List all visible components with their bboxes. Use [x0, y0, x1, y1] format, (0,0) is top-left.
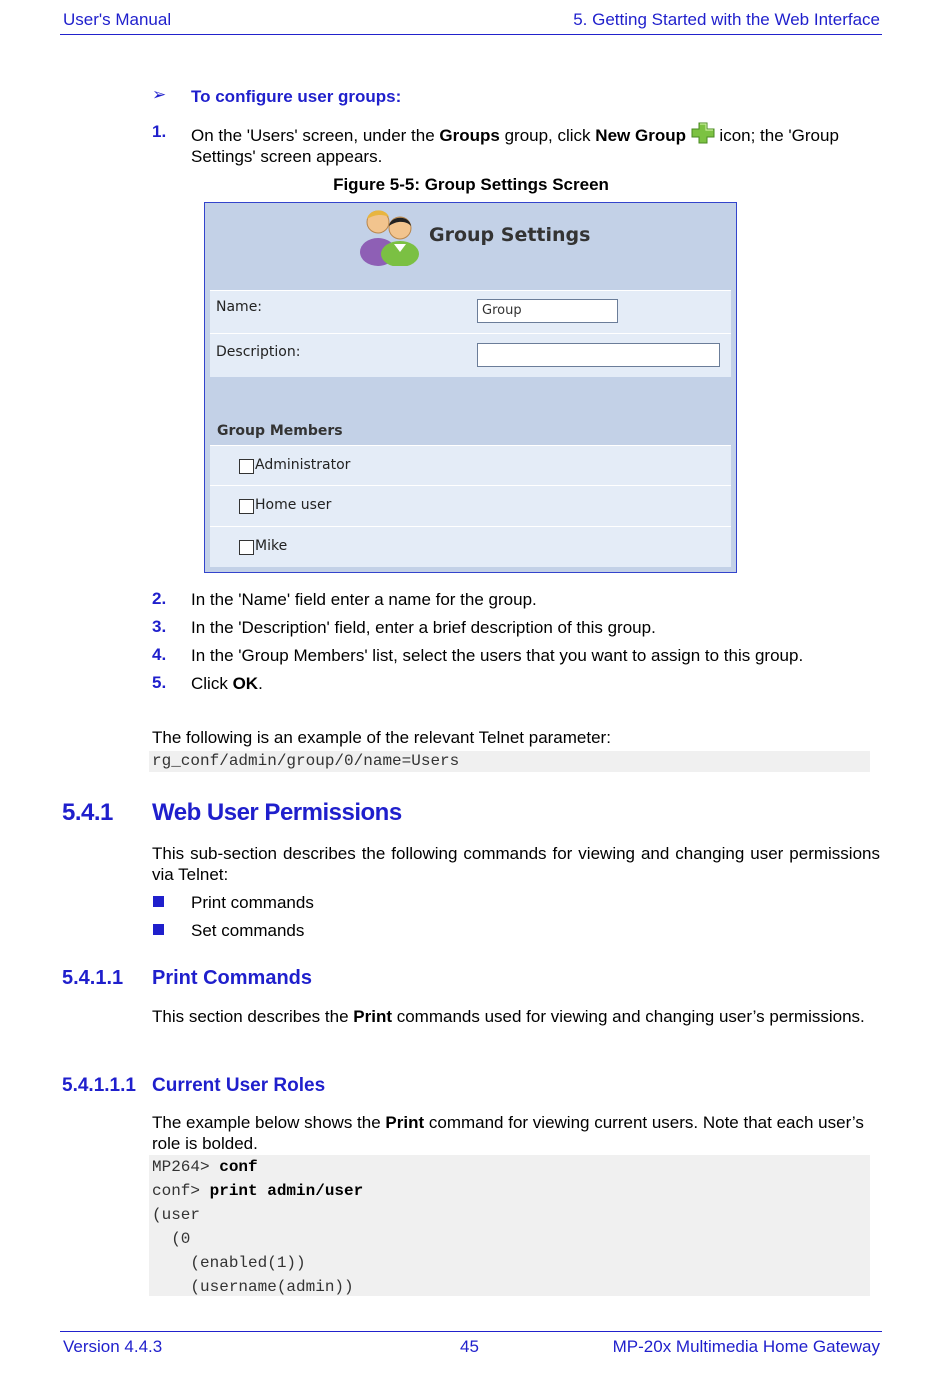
members-heading: Group Members — [217, 423, 343, 439]
step-5-ok: OK — [232, 674, 259, 693]
telnet-intro: The following is an example of the relevant Telnet parameter: — [152, 728, 611, 747]
bullet-item: Set commands — [191, 921, 305, 940]
step-1-mid: group, click — [499, 126, 596, 145]
step-1-text — [191, 122, 881, 167]
step-text: In the 'Description' field, enter a brief description of this group. — [191, 618, 656, 637]
subsubsection-text — [152, 1112, 880, 1154]
page-header — [60, 10, 882, 35]
step-1-groups: Groups — [439, 126, 500, 145]
code-line: (0 — [152, 1230, 191, 1248]
step-5-post: . — [258, 674, 263, 693]
member-checkbox[interactable] — [239, 540, 254, 555]
step-5-text — [191, 673, 263, 694]
subsection-text-post: commands used for viewing and changing user’s permissions. — [392, 1007, 865, 1026]
member-row[interactable] — [210, 485, 731, 526]
description-row — [210, 333, 731, 377]
name-input[interactable]: Group — [477, 299, 618, 323]
subsubsection-text-bold: Print — [385, 1113, 425, 1132]
code-line: (user — [152, 1206, 201, 1224]
telnet-parameter-code — [149, 751, 870, 772]
step-number: 4. — [152, 645, 167, 664]
header-right: 5. Getting Started with the Web Interface — [573, 10, 880, 29]
subsubsection-title: Current User Roles — [152, 1075, 326, 1096]
step-number: 3. — [152, 617, 167, 636]
header-left: User's Manual — [63, 10, 172, 29]
description-input[interactable] — [477, 343, 720, 367]
code-command: print admin/user — [209, 1182, 364, 1200]
telnet-code-example — [149, 1155, 870, 1296]
member-label: Mike — [255, 538, 288, 554]
name-row — [210, 290, 731, 333]
subsubsection-text-pre: The example below shows the — [152, 1113, 386, 1132]
subsection-text-pre: This section describes the — [152, 1007, 354, 1026]
step-5-pre: Click — [191, 674, 233, 693]
code-prompt: MP264> — [152, 1158, 220, 1176]
subsection-number: 5.4.1.1 — [62, 967, 124, 989]
name-label: Name: — [216, 299, 263, 315]
procedure-title: To configure user groups: — [191, 87, 402, 106]
subsection-title: Print Commands — [152, 967, 313, 989]
page-footer — [60, 1331, 882, 1362]
users-icon — [358, 204, 424, 266]
code-command: conf — [219, 1158, 258, 1176]
page-number: 45 — [460, 1337, 479, 1356]
step-text: In the 'Group Members' list, select the users that you want to assign to this group. — [191, 646, 804, 665]
step-number: 5. — [152, 673, 167, 692]
bullet-square-icon — [153, 924, 164, 935]
code-line: (username(admin)) — [152, 1278, 354, 1296]
subsubsection-text-post: command for viewing current users. Note that each user’s role is bolded. — [152, 1113, 864, 1153]
subsection-text-bold: Print — [353, 1007, 392, 1026]
group-settings-screenshot — [204, 202, 737, 573]
code-line — [149, 1155, 870, 1179]
subsubsection-number: 5.4.1.1.1 — [62, 1075, 136, 1096]
bullet-item: Print commands — [191, 893, 314, 912]
plus-icon — [691, 122, 715, 144]
code-line — [149, 1179, 870, 1203]
procedure-arrow-icon: ➢ — [152, 85, 167, 104]
step-1-pre: On the 'Users' screen, under the — [191, 126, 440, 145]
step-number: 2. — [152, 589, 167, 608]
bullet-square-icon — [153, 896, 164, 907]
step-number: 1. — [152, 122, 167, 141]
member-checkbox[interactable] — [239, 499, 254, 514]
subsection-text — [152, 1006, 880, 1027]
member-row[interactable] — [210, 445, 731, 485]
step-text: In the 'Name' field enter a name for the group. — [191, 590, 537, 609]
footer-version: Version 4.4.3 — [63, 1337, 163, 1356]
code-line: rg_conf/admin/group/0/name=Users — [152, 752, 460, 770]
description-label: Description: — [216, 344, 301, 360]
member-label: Administrator — [255, 457, 351, 473]
figure-caption: Figure 5-5: Group Settings Screen — [333, 175, 609, 194]
member-label: Home user — [255, 497, 332, 513]
member-checkbox[interactable] — [239, 459, 254, 474]
member-row[interactable] — [210, 526, 731, 567]
step-1-new-group: New Group — [595, 126, 686, 145]
section-title: Web User Permissions — [152, 799, 402, 826]
section-intro: This sub-section describes the following commands for viewing and changing user permissions via Telnet: — [152, 844, 880, 884]
section-number: 5.4.1 — [62, 799, 113, 826]
code-line: (enabled(1)) — [152, 1254, 306, 1272]
footer-product: MP-20x Multimedia Home Gateway — [612, 1337, 880, 1356]
step-1-post: icon; the 'Group Settings' screen appears. — [191, 126, 839, 166]
code-prompt: conf> — [152, 1182, 210, 1200]
screen-title: Group Settings — [429, 224, 591, 246]
